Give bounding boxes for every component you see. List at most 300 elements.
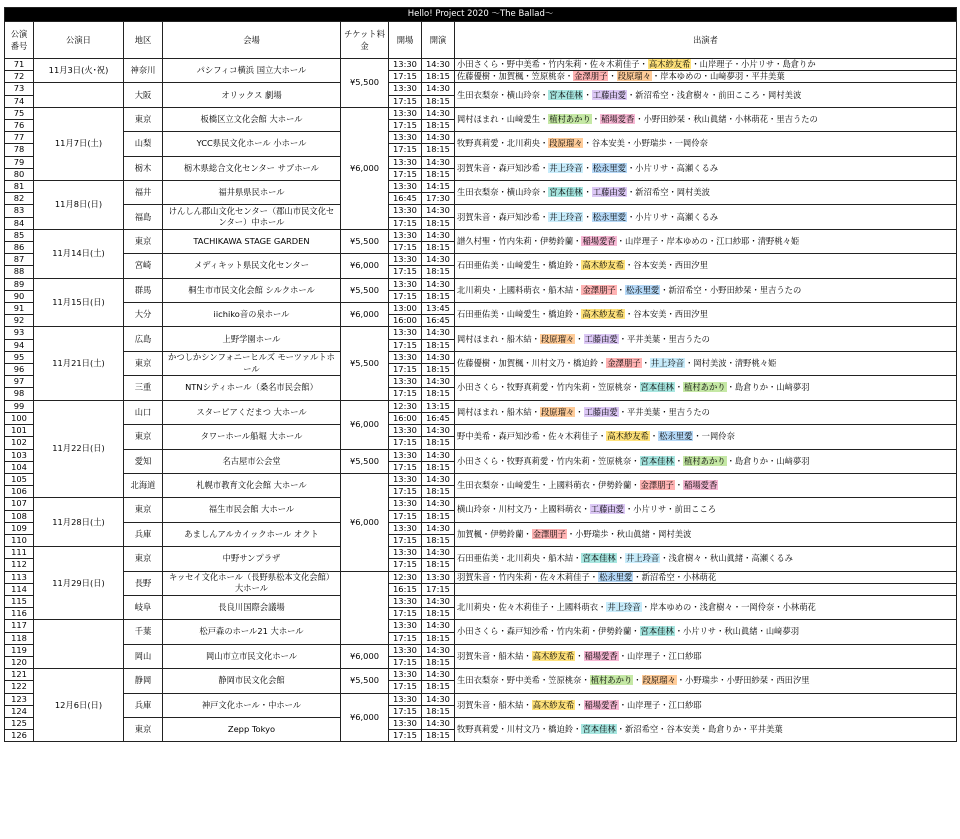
- open-time: 17:15: [389, 120, 422, 132]
- open-time: 13:30: [389, 644, 422, 656]
- highlighted-performer: 井上玲音: [625, 553, 660, 564]
- performance-number: 81: [5, 181, 34, 193]
- table-row: [5, 303, 957, 315]
- performers: [455, 449, 957, 473]
- performer-text: ・岡村美波・清野桃々姫: [685, 357, 777, 368]
- start-time: 14:30: [422, 205, 455, 217]
- start-time: 18:15: [422, 95, 455, 107]
- open-time: 17:15: [389, 730, 422, 742]
- highlighted-performer: 松永里愛: [592, 162, 626, 173]
- performance-number: 88: [5, 266, 34, 278]
- highlighted-performer: 宮本佳林: [582, 724, 616, 735]
- performance-number: 73: [5, 83, 34, 95]
- open-time: 12:30: [389, 571, 422, 583]
- performer-text: 生田衣梨奈・野中美希・笠原桃奈・: [457, 675, 590, 686]
- performers: [455, 473, 957, 497]
- venue: 名古屋市公会堂: [163, 449, 341, 473]
- start-time: 14:30: [422, 59, 455, 71]
- region: 三重: [124, 376, 163, 400]
- col-header-price: チケット料金: [341, 22, 389, 59]
- region: 東京: [124, 351, 163, 375]
- performer-text: ・: [674, 382, 684, 393]
- start-time: 14:30: [422, 669, 455, 681]
- performers: [455, 132, 957, 156]
- open-time: 17:15: [389, 437, 422, 449]
- performer-text: ・: [575, 699, 584, 710]
- highlighted-performer: 植村あかり: [684, 382, 726, 393]
- performer-text: ・一岡伶奈: [693, 431, 735, 442]
- col-header-start: 開演: [422, 22, 455, 59]
- performance-number: 117: [5, 620, 34, 632]
- performance-number: 78: [5, 144, 34, 156]
- open-time: 17:15: [389, 705, 422, 717]
- start-time: 14:30: [422, 498, 455, 510]
- region: 大阪: [124, 83, 163, 107]
- performance-date: 11月21日(土): [34, 327, 124, 400]
- table-row: [5, 717, 957, 729]
- performance-number: 126: [5, 730, 34, 742]
- start-time: 14:30: [422, 107, 455, 119]
- highlighted-performer: 高木紗友希: [607, 431, 649, 442]
- performers: [455, 583, 957, 595]
- performer-text: 羽賀朱音・船木結・: [457, 650, 532, 661]
- performance-number: 121: [5, 669, 34, 681]
- table-title: Hello! Project 2020 〜The Ballad〜: [5, 8, 957, 22]
- performance-date: 11月15日(日): [34, 278, 124, 327]
- highlighted-performer: 段原瑠々: [540, 333, 575, 344]
- performer-text: 羽賀朱音・森戸知沙希・: [457, 211, 549, 222]
- table-row: [5, 669, 957, 681]
- performance-number: 103: [5, 449, 34, 461]
- venue: 神戸文化ホール・中ホール: [163, 693, 341, 717]
- performers: [455, 400, 957, 424]
- highlighted-performer: 高木紗友希: [582, 309, 624, 320]
- start-time: 18:15: [422, 681, 455, 693]
- open-time: 13:30: [389, 473, 422, 485]
- venue: 長良川国際会議場: [163, 595, 341, 619]
- performer-text: ・: [591, 113, 601, 124]
- region: 静岡: [124, 669, 163, 693]
- performer-text: ・: [583, 162, 592, 173]
- performer-text: ・新沼希空・小林萌花: [633, 571, 717, 582]
- performance-number: 106: [5, 486, 34, 498]
- venue: 静岡市民文化会館: [163, 669, 341, 693]
- venue: 松戸森のホール21 大ホール: [163, 620, 341, 644]
- highlighted-performer: 松永里愛: [599, 571, 633, 582]
- performer-text: 譜久村聖・竹内朱莉・伊勢鈴蘭・: [457, 235, 582, 246]
- performers: [455, 717, 957, 741]
- performance-number: 109: [5, 522, 34, 534]
- highlighted-performer: 稲場愛香: [584, 650, 618, 661]
- open-time: 17:15: [389, 168, 422, 180]
- performer-text: ・小野瑞歩・秋山眞緒・岡村美波: [566, 528, 692, 539]
- performers: [455, 254, 957, 278]
- performer-text: 横山玲奈・川村文乃・上國料萌衣・: [457, 504, 590, 515]
- region: 山口: [124, 400, 163, 424]
- start-time: 14:30: [422, 351, 455, 363]
- col-header-venue: 会場: [163, 22, 341, 59]
- start-time: 18:15: [422, 71, 455, 83]
- start-time: 14:30: [422, 156, 455, 168]
- open-time: 13:30: [389, 522, 422, 534]
- start-time: 18:15: [422, 705, 455, 717]
- start-time: 18:15: [422, 730, 455, 742]
- performance-number: 116: [5, 608, 34, 620]
- performance-date: 11月29日(日): [34, 547, 124, 620]
- performance-number: 89: [5, 278, 34, 290]
- venue: Zepp Tokyo: [163, 717, 341, 741]
- start-time: 14:30: [422, 132, 455, 144]
- performance-number: 80: [5, 168, 34, 180]
- start-time: 18:15: [422, 486, 455, 498]
- performer-text: 羽賀朱音・竹内朱莉・佐々木莉佳子・: [457, 571, 599, 582]
- venue: YCC県民文化ホール 小ホール: [163, 132, 341, 156]
- highlighted-performer: 宮本佳林: [549, 187, 583, 198]
- highlighted-performer: 高木紗友希: [582, 260, 624, 271]
- region: 広島: [124, 327, 163, 351]
- start-time: 14:30: [422, 229, 455, 241]
- start-time: 18:15: [422, 266, 455, 278]
- open-time: 17:15: [389, 266, 422, 278]
- region: 福島: [124, 205, 163, 229]
- performer-text: 岡村ほまれ・船木結・: [457, 406, 540, 417]
- open-time: 13:30: [389, 156, 422, 168]
- start-time: 18:15: [422, 144, 455, 156]
- region: 宮崎: [124, 254, 163, 278]
- schedule-table: [4, 7, 957, 742]
- open-time: 13:30: [389, 620, 422, 632]
- highlighted-performer: 松永里愛: [625, 284, 660, 295]
- start-time: 14:30: [422, 473, 455, 485]
- table-row: [5, 376, 957, 388]
- table-row: [5, 59, 957, 71]
- performer-text: 岡村ほまれ・山﨑愛生・: [457, 113, 549, 124]
- venue: 栃木県総合文化センター サブホール: [163, 156, 341, 180]
- performer-text: 小田さくら・野中美希・竹内朱莉・佐々木莉佳子・: [457, 59, 648, 69]
- highlighted-performer: 段原瑠々: [642, 675, 676, 686]
- highlighted-performer: 高木紗友希: [532, 650, 575, 661]
- performer-text: 北川莉央・上國料萌衣・船木結・: [457, 284, 582, 295]
- performance-date: 11月7日(土): [34, 107, 124, 180]
- table-row: [5, 449, 957, 461]
- performer-text: ・小片リサ・秋山眞緒・山﨑夢羽: [674, 626, 800, 637]
- highlighted-performer: 稲場愛香: [601, 113, 635, 124]
- performer-text: ・谷本安美・西田汐里: [624, 309, 708, 320]
- ticket-price: [341, 571, 389, 644]
- performers: [455, 71, 957, 83]
- table-row: [5, 522, 957, 534]
- performance-number: 113: [5, 571, 34, 583]
- table-row: [5, 156, 957, 168]
- highlighted-performer: 松永里愛: [592, 211, 626, 222]
- performer-text: 石田亜佑美・山﨑愛生・橋迫鈴・: [457, 260, 582, 271]
- ticket-price: ¥6,000: [341, 644, 389, 668]
- performers: [455, 83, 957, 107]
- highlighted-performer: 松永里愛: [659, 431, 693, 442]
- performer-text: ・山岸理子・岸本ゆめの・江口紗耶・清野桃々姫: [616, 235, 800, 246]
- performer-text: ・: [641, 357, 650, 368]
- venue: NTNシティホール（桑名市民会館）: [163, 376, 341, 400]
- start-time: 14:15: [422, 181, 455, 193]
- highlighted-performer: 金澤朋子: [607, 357, 641, 368]
- highlighted-performer: 工藤由愛: [584, 333, 618, 344]
- highlighted-performer: 段原瑠々: [540, 406, 575, 417]
- performance-number: 110: [5, 534, 34, 546]
- highlighted-performer: 井上玲音: [607, 602, 641, 613]
- highlighted-performer: 金澤朋子: [574, 71, 608, 82]
- schedule-body: [5, 59, 957, 742]
- venue: メディキット県民文化センター: [163, 254, 341, 278]
- highlighted-performer: 段原瑠々: [549, 138, 583, 149]
- performer-text: ・谷本安美・小野瑞歩・一岡伶奈: [583, 138, 708, 149]
- open-time: 17:15: [389, 656, 422, 668]
- venue: 岡山市立市民文化ホール: [163, 644, 341, 668]
- highlighted-performer: 高木紗友希: [648, 59, 691, 69]
- region: 大分: [124, 303, 163, 327]
- region: 千葉: [124, 620, 163, 644]
- start-time: 18:15: [422, 217, 455, 229]
- performance-number: 95: [5, 351, 34, 363]
- open-time: 16:45: [389, 193, 422, 205]
- performer-text: ・: [583, 187, 592, 198]
- performers: [455, 303, 957, 327]
- open-time: 13:30: [389, 717, 422, 729]
- performer-text: 小田さくら・牧野真莉愛・竹内朱莉・笠原桃奈・: [457, 382, 640, 393]
- performance-number: 77: [5, 132, 34, 144]
- highlighted-performer: 工藤由愛: [584, 406, 618, 417]
- performance-number: 92: [5, 315, 34, 327]
- region: 岐阜: [124, 595, 163, 619]
- region: 岡山: [124, 644, 163, 668]
- start-time: 14:30: [422, 717, 455, 729]
- start-time: 14:30: [422, 449, 455, 461]
- region: 群馬: [124, 278, 163, 302]
- performers: [455, 425, 957, 449]
- venue: タワーホール船堀 大ホール: [163, 425, 341, 449]
- start-time: 14:30: [422, 547, 455, 559]
- performer-text: ・: [575, 650, 584, 661]
- performer-text: ・平井美葉・里吉うたの: [618, 406, 710, 417]
- venue: キッセイ文化ホール（長野県松本文化会館）大ホール: [163, 571, 341, 595]
- region: 東京: [124, 107, 163, 131]
- performance-number: 119: [5, 644, 34, 656]
- open-time: 17:15: [389, 339, 422, 351]
- open-time: 17:15: [389, 242, 422, 254]
- performance-number: 93: [5, 327, 34, 339]
- highlighted-performer: 稲場愛香: [584, 699, 618, 710]
- start-time: 14:30: [422, 425, 455, 437]
- performance-number: 122: [5, 681, 34, 693]
- performer-text: 生田衣梨奈・横山玲奈・: [457, 187, 549, 198]
- performers: [455, 522, 957, 546]
- performance-number: 96: [5, 364, 34, 376]
- highlighted-performer: 金澤朋子: [532, 528, 566, 539]
- performance-number: 100: [5, 412, 34, 424]
- performance-date: 11月14日(土): [34, 229, 124, 278]
- region: 兵庫: [124, 693, 163, 717]
- open-time: 13:30: [389, 595, 422, 607]
- open-time: 13:30: [389, 107, 422, 119]
- region: 北海道: [124, 473, 163, 497]
- header-row: [5, 22, 957, 59]
- start-time: 18:15: [422, 461, 455, 473]
- region: 福井: [124, 181, 163, 205]
- performers: [455, 156, 957, 180]
- performer-text: 岡村ほまれ・船木結・: [457, 333, 540, 344]
- performance-date: 11月28日(土): [34, 498, 124, 547]
- table-row: [5, 351, 957, 363]
- open-time: 17:15: [389, 364, 422, 376]
- performer-text: ・: [575, 406, 584, 417]
- ticket-price: ¥6,000: [341, 107, 389, 229]
- open-time: 16:15: [389, 583, 422, 595]
- highlighted-performer: 植村あかり: [684, 455, 726, 466]
- table-row: [5, 571, 957, 583]
- performers: [455, 547, 957, 571]
- open-time: 13:30: [389, 278, 422, 290]
- venue: パシフィコ横浜 国立大ホール: [163, 59, 341, 83]
- performance-number: 125: [5, 717, 34, 729]
- open-time: 13:30: [389, 181, 422, 193]
- ticket-price: ¥5,500: [341, 59, 389, 108]
- table-row: [5, 498, 957, 510]
- performer-text: 加賀楓・伊勢鈴蘭・: [457, 528, 532, 539]
- performance-number: 90: [5, 290, 34, 302]
- start-time: 18:15: [422, 290, 455, 302]
- start-time: 18:15: [422, 388, 455, 400]
- performance-number: 124: [5, 705, 34, 717]
- open-time: 13:30: [389, 425, 422, 437]
- performance-number: 123: [5, 693, 34, 705]
- performers: [455, 595, 957, 619]
- region: 東京: [124, 547, 163, 571]
- open-time: 17:15: [389, 461, 422, 473]
- performer-text: 石田亜佑美・北川莉央・船木結・: [457, 553, 582, 564]
- highlighted-performer: 植村あかり: [549, 113, 591, 124]
- performer-text: ・: [616, 284, 625, 295]
- performers: [455, 644, 957, 668]
- open-time: 17:15: [389, 388, 422, 400]
- performers: [455, 205, 957, 229]
- performer-text: ・小片リサ・高瀬くるみ: [627, 162, 719, 173]
- table-row: [5, 107, 957, 119]
- venue: かつしかシンフォニーヒルズ モーツァルトホール: [163, 351, 341, 375]
- highlighted-performer: 工藤由愛: [590, 504, 624, 515]
- open-time: 13:30: [389, 205, 422, 217]
- start-time: 17:30: [422, 193, 455, 205]
- performance-number: 98: [5, 388, 34, 400]
- performer-text: ・山岸理子・小片リサ・島倉りか: [691, 59, 816, 69]
- performer-text: ・: [583, 211, 592, 222]
- performer-text: ・島倉りか・山﨑夢羽: [726, 382, 810, 393]
- start-time: 14:30: [422, 693, 455, 705]
- open-time: 17:15: [389, 608, 422, 620]
- start-time: 18:15: [422, 559, 455, 571]
- table-row: [5, 132, 957, 144]
- region: 東京: [124, 498, 163, 522]
- table-row: [5, 327, 957, 339]
- open-time: 13:30: [389, 229, 422, 241]
- start-time: 14:30: [422, 254, 455, 266]
- performers: [455, 571, 957, 583]
- start-time: 18:15: [422, 608, 455, 620]
- open-time: 17:15: [389, 559, 422, 571]
- venue: オリックス 劇場: [163, 83, 341, 107]
- start-time: 18:15: [422, 120, 455, 132]
- performer-text: ・新沼希空・岡村美波: [627, 187, 710, 198]
- open-time: 17:15: [389, 681, 422, 693]
- start-time: 18:15: [422, 242, 455, 254]
- performer-text: 羽賀朱音・船木結・: [457, 699, 532, 710]
- performer-text: 佐藤優樹・加賀楓・笠原桃奈・: [457, 71, 574, 82]
- performers: [455, 620, 957, 644]
- performer-text: 佐藤優樹・加賀楓・川村文乃・橋迫鈴・: [457, 357, 607, 368]
- start-time: 16:45: [422, 315, 455, 327]
- start-time: 16:45: [422, 412, 455, 424]
- performance-number: 86: [5, 242, 34, 254]
- region: 愛知: [124, 449, 163, 473]
- performer-text: ・: [633, 675, 642, 686]
- performance-number: 82: [5, 193, 34, 205]
- start-time: 18:15: [422, 168, 455, 180]
- ticket-price: ¥6,000: [341, 693, 389, 742]
- performance-date: [34, 620, 124, 669]
- start-time: 14:30: [422, 83, 455, 95]
- performance-number: 87: [5, 254, 34, 266]
- col-header-open: 開場: [389, 22, 422, 59]
- start-time: 14:30: [422, 522, 455, 534]
- performer-text: ・新沼希空・谷本安美・島倉りか・平井美葉: [616, 724, 783, 735]
- performer-text: 生田衣梨奈・山﨑愛生・上國料萌衣・伊勢鈴蘭・: [457, 480, 640, 490]
- start-time: 18:15: [422, 510, 455, 522]
- performer-text: 牧野真莉愛・川村文乃・橋迫鈴・: [457, 724, 582, 735]
- performance-number: 85: [5, 229, 34, 241]
- highlighted-performer: 井上玲音: [549, 162, 583, 173]
- table-row: [5, 83, 957, 95]
- col-header-region: 地区: [124, 22, 163, 59]
- performer-text: ・岸本ゆめの・山﨑夢羽・平井美葉: [651, 71, 785, 82]
- open-time: 13:00: [389, 303, 422, 315]
- table-row: [5, 644, 957, 656]
- table-row: [5, 229, 957, 241]
- start-time: 18:15: [422, 534, 455, 546]
- performance-number: 84: [5, 217, 34, 229]
- open-time: 13:30: [389, 693, 422, 705]
- performance-number: 97: [5, 376, 34, 388]
- performance-number: 72: [5, 71, 34, 83]
- highlighted-performer: 植村あかり: [590, 675, 633, 686]
- performer-text: 小田さくら・牧野真莉愛・竹内朱莉・笠原桃奈・: [457, 455, 640, 466]
- ticket-price: ¥5,500: [341, 449, 389, 473]
- start-time: 14:30: [422, 595, 455, 607]
- start-time: 14:30: [422, 620, 455, 632]
- performers: [455, 498, 957, 522]
- performers: [455, 181, 957, 205]
- table-row: [5, 620, 957, 632]
- performance-number: 75: [5, 107, 34, 119]
- performer-text: ・: [583, 89, 592, 100]
- performance-number: 105: [5, 473, 34, 485]
- performer-text: ・小野田紗栞・秋山眞緒・小林萌花・里吉うたの: [635, 113, 818, 124]
- venue: 福井県県民ホール: [163, 181, 341, 205]
- region: 長野: [124, 571, 163, 595]
- table-row: [5, 278, 957, 290]
- performance-number: 108: [5, 510, 34, 522]
- performer-text: ・山岸理子・江口紗耶: [618, 699, 702, 710]
- open-time: 13:30: [389, 449, 422, 461]
- venue: スターピアくだまつ 大ホール: [163, 400, 341, 424]
- performer-text: ・小野瑞歩・小野田紗栞・西田汐里: [676, 675, 810, 686]
